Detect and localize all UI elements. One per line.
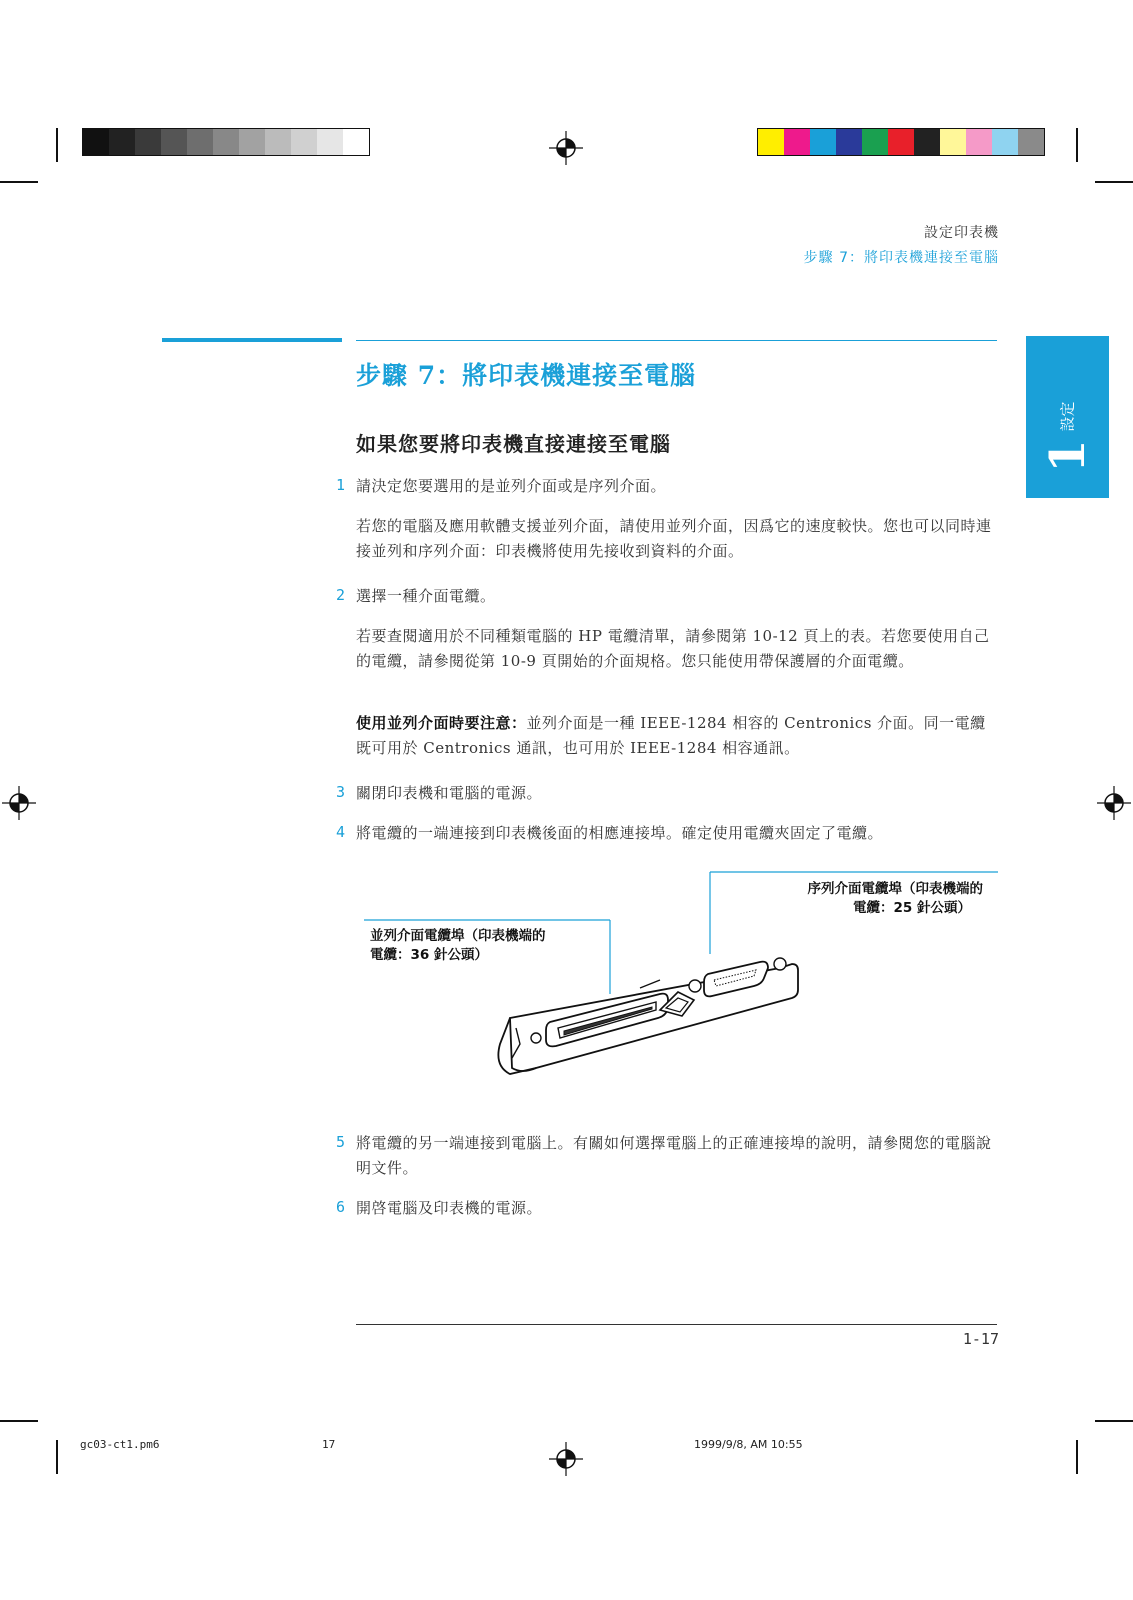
- calibration-swatch: [784, 129, 810, 155]
- calibration-swatch: [83, 129, 109, 155]
- section-heading: 如果您要將印表機直接連接至電腦: [356, 432, 671, 456]
- title-rule: [356, 340, 997, 341]
- calibration-swatch: [265, 129, 291, 155]
- serial-port-callout: 序列介面電纜埠（印表機端的 電纜：25 針公頭）: [807, 881, 983, 916]
- step-number: 2: [336, 586, 346, 604]
- running-header-section: 步驟 7：將印表機連接至電腦: [803, 250, 999, 266]
- step-text: 關閉印表機和電腦的電源。: [356, 784, 543, 802]
- calibration-swatch: [135, 129, 161, 155]
- note-paragraph: [356, 711, 996, 761]
- calibration-swatch: [161, 129, 187, 155]
- port-illustration: [360, 868, 1010, 1098]
- slug-page: 17: [322, 1438, 336, 1451]
- calibration-swatch: [239, 129, 265, 155]
- crop-mark: [56, 1440, 58, 1474]
- crop-mark: [56, 128, 58, 162]
- step-text: 開啓電腦及印表機的電源。: [356, 1199, 543, 1217]
- registration-mark-icon: [549, 1442, 583, 1476]
- step-number: 1: [336, 476, 346, 494]
- calibration-swatch: [810, 129, 836, 155]
- chapter-tab: [1026, 336, 1109, 498]
- calibration-swatch: [966, 129, 992, 155]
- chapter-tab-number: 1: [1040, 439, 1096, 473]
- calibration-swatch: [888, 129, 914, 155]
- calibration-swatch: [1018, 129, 1044, 155]
- calibration-swatch: [317, 129, 343, 155]
- calibration-swatch: [343, 129, 369, 155]
- step-text: 將電纜的一端連接到印表機後面的相應連接埠。確定使用電纜夾固定了電纜。: [356, 824, 884, 842]
- step-number: 6: [336, 1198, 346, 1216]
- crop-mark: [1095, 181, 1133, 183]
- registration-mark-icon: [549, 131, 583, 165]
- slug-date: 1999/9/8, AM 10:55: [694, 1438, 803, 1451]
- calibration-swatch: [914, 129, 940, 155]
- note-label: 使用並列介面時要注意：: [356, 714, 527, 732]
- step-number: 5: [336, 1133, 346, 1151]
- crop-mark: [1076, 1440, 1078, 1474]
- step-text: 選擇一種介面電纜。: [356, 587, 496, 605]
- color-calibration-bar: [757, 128, 1045, 156]
- calibration-swatch: [836, 129, 862, 155]
- calibration-swatch: [940, 129, 966, 155]
- page-number: 1-17: [962, 1330, 999, 1348]
- step-number: 4: [336, 823, 346, 841]
- running-header-chapter: 設定印表機: [924, 225, 999, 241]
- registration-mark-icon: [2, 786, 36, 820]
- calibration-swatch: [862, 129, 888, 155]
- chapter-tab-label: 設定: [1058, 401, 1077, 432]
- calibration-swatch: [109, 129, 135, 155]
- crop-mark: [1095, 1420, 1133, 1422]
- crop-mark: [0, 181, 38, 183]
- calibration-swatch: [992, 129, 1018, 155]
- step-text: 請決定您要選用的是並列介面或是序列介面。: [356, 477, 667, 495]
- step-text: 將電纜的另一端連接到電腦上。有關如何選擇電腦上的正確連接埠的說明，請參閱您的電腦說明文件。: [356, 1134, 992, 1177]
- crop-mark: [1076, 128, 1078, 162]
- calibration-swatch: [291, 129, 317, 155]
- page-title: 步驟 7：將印表機連接至電腦: [356, 361, 697, 390]
- title-rule-accent: [162, 338, 342, 342]
- step-number: 3: [336, 783, 346, 801]
- paragraph-interface-choice: 若您的電腦及應用軟體支援並列介面，請使用並列介面，因爲它的速度較快。您也可以同時連接並列和序列介面：印表機將使用先接收到資料的介面。: [356, 517, 992, 560]
- parallel-port-callout: 並列介面電纜埠（印表機端的 電纜：36 針公頭）: [370, 928, 546, 963]
- note-text: 並列介面是一種 IEEE-1284 相容的 Centronics 介面。同一電纜既可用於 Centronics 通訊，也可用於 IEEE-1284 相容通訊。: [356, 714, 986, 757]
- calibration-swatch: [758, 129, 784, 155]
- slug-filename: gc03-ct1.pm6: [80, 1438, 160, 1451]
- calibration-swatch: [213, 129, 239, 155]
- registration-mark-icon: [1097, 786, 1131, 820]
- crop-mark: [0, 1420, 38, 1422]
- paragraph-cable-list: 若要查閱適用於不同種類電腦的 HP 電纜清單，請參閱第 10-12 頁上的表。若您要使用自己的電纜，請參閱從第 10-9 頁開始的介面規格。您只能使用帶保護層的介面電纜。: [356, 627, 990, 670]
- footer-rule: [356, 1324, 997, 1325]
- gray-calibration-bar: [82, 128, 370, 156]
- calibration-swatch: [187, 129, 213, 155]
